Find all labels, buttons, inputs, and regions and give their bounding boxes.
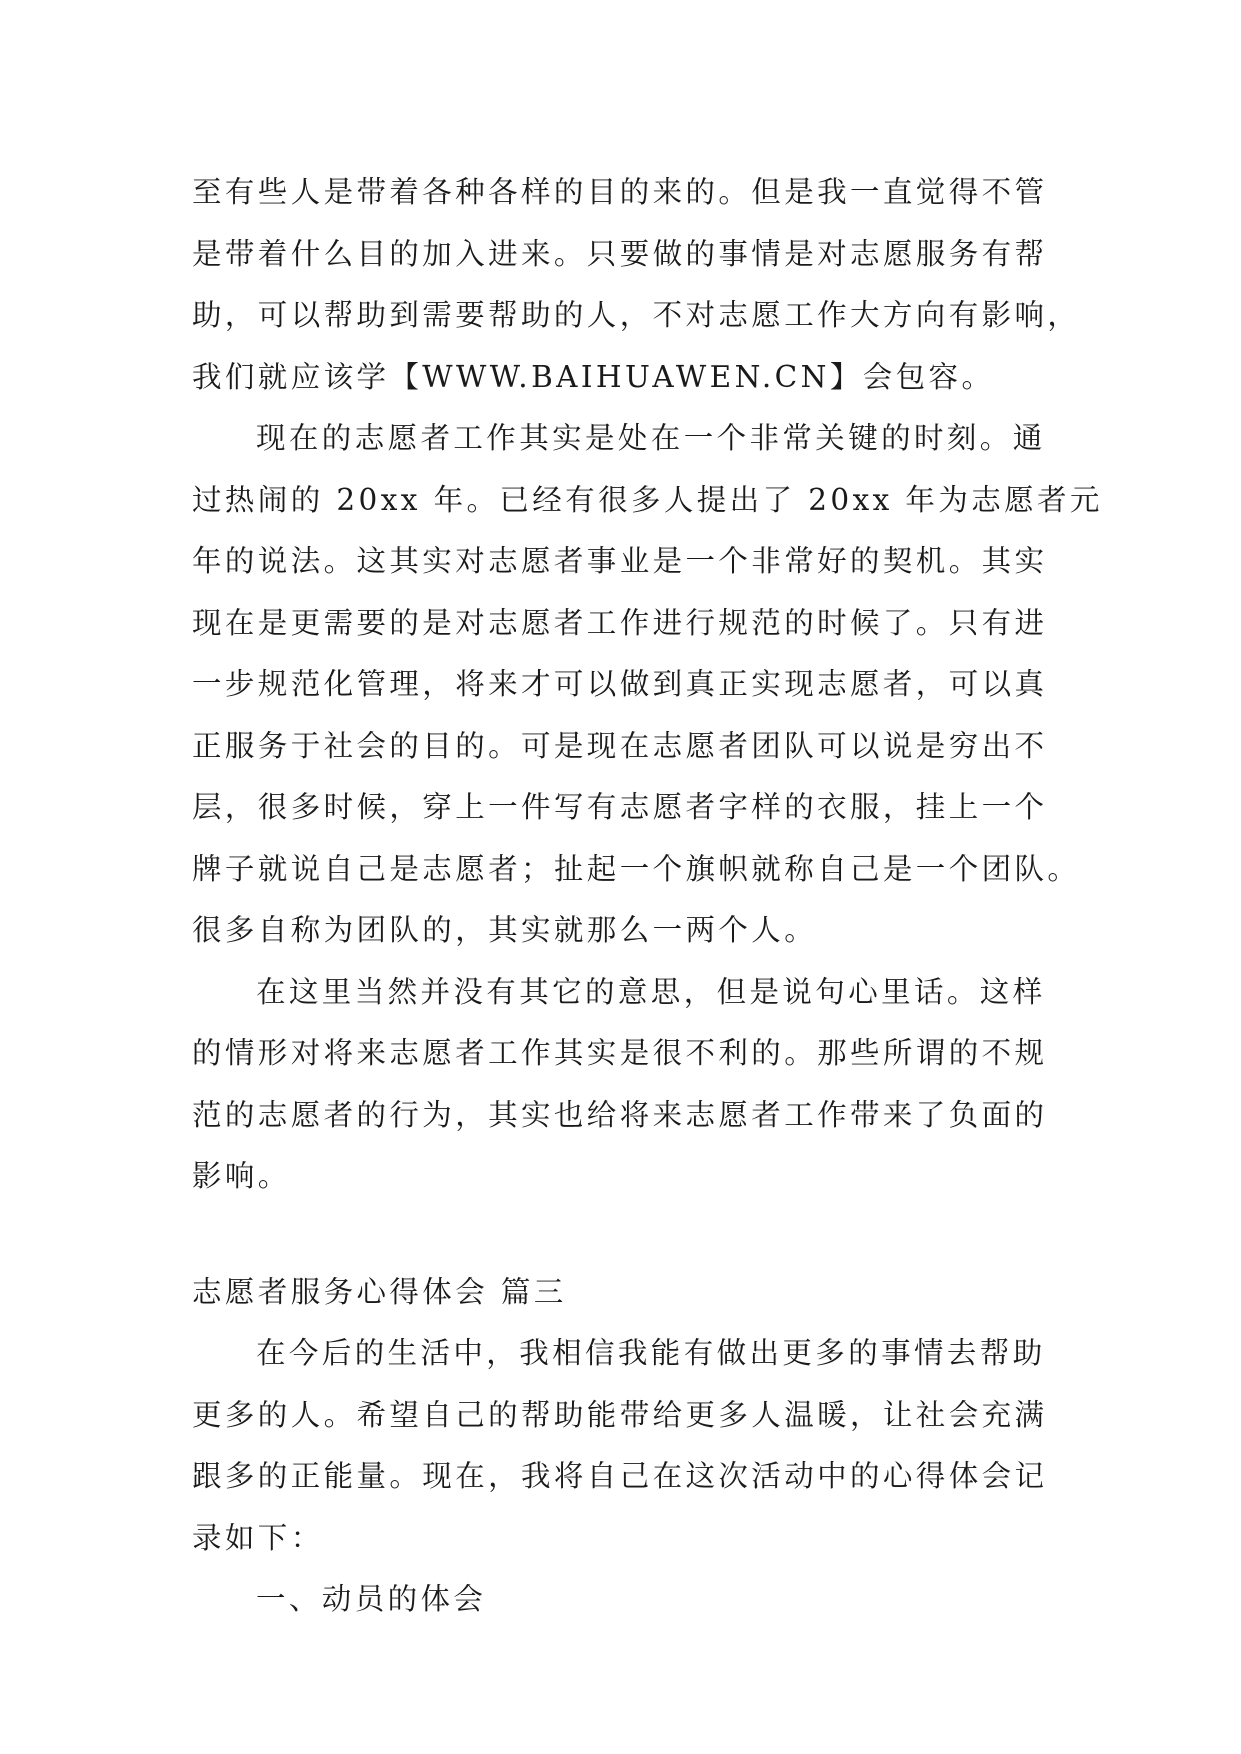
paragraph-line: 在这里当然并没有其它的意思，但是说句心里话。这样 (256, 974, 1046, 1009)
document-body (192, 162, 1103, 1631)
paragraph-line: 范的志愿者的行为，其实也给将来志愿者工作带来了负面的 (192, 1097, 1048, 1132)
paragraph-line: 录如下： (192, 1520, 324, 1555)
paragraph-2 (192, 408, 1103, 962)
paragraph-line: 在今后的生活中，我相信我能有做出更多的事情去帮助 (256, 1336, 1046, 1370)
paragraph-line: 影响。 (192, 1159, 291, 1193)
section-spacer (192, 1208, 1052, 1262)
paragraph-line: 现在是更需要的是对志愿者工作进行规范的时候了。只有进 (192, 605, 1048, 640)
paragraph-line: 一步规范化管理，将来才可以做到真正实现志愿者，可以真 (192, 667, 1048, 701)
paragraph-line: 的情形对将来志愿者工作其实是很不利的。那些所谓的不规 (192, 1036, 1048, 1070)
paragraph-4 (192, 1323, 1052, 1569)
list-item: 一、动员的体会 (256, 1582, 487, 1616)
section-heading: 志愿者服务心得体会 篇三 (192, 1274, 567, 1309)
paragraph-line: 我们就应该学【WWW.BAIHUAWEN.CN】会包容。 (192, 359, 995, 394)
paragraph-line: 正服务于社会的目的。可是现在志愿者团队可以说是穷出不 (192, 728, 1048, 763)
paragraph-line: 过热闹的 20xx 年。已经有很多人提出了 20xx 年为志愿者元 (192, 482, 1103, 517)
paragraph-line: 很多自称为团队的，其实就那么一两个人。 (192, 913, 818, 947)
paragraph-line: 助，可以帮助到需要帮助的人，不对志愿工作大方向有影响， (192, 298, 1081, 332)
paragraph-3 (192, 962, 1052, 1208)
paragraph-line: 更多的人。希望自己的帮助能带给更多人温暖，让社会充满 (192, 1397, 1048, 1432)
paragraph-line: 现在的志愿者工作其实是处在一个非常关键的时刻。通 (256, 421, 1046, 455)
paragraph-line: 层，很多时候，穿上一件写有志愿者字样的衣服，挂上一个 (192, 790, 1048, 824)
paragraph-line: 是带着什么目的加入进来。只要做的事情是对志愿服务有帮 (192, 236, 1048, 271)
paragraph-1 (192, 162, 1081, 408)
paragraph-line: 年的说法。这其实对志愿者事业是一个非常好的契机。其实 (192, 544, 1048, 578)
paragraph-line: 至有些人是带着各种各样的目的来的。但是我一直觉得不管 (192, 175, 1048, 209)
paragraph-line: 牌子就说自己是志愿者；扯起一个旗帜就称自己是一个团队。 (192, 851, 1081, 886)
paragraph-line: 跟多的正能量。现在，我将自己在这次活动中的心得体会记 (192, 1459, 1048, 1493)
